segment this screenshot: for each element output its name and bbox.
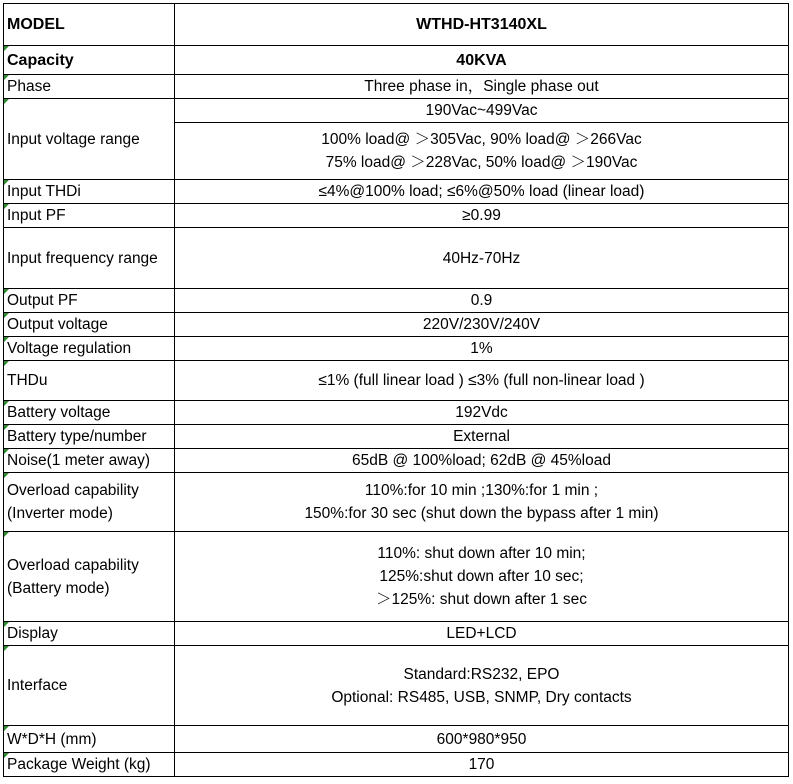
spec-label: [4, 726, 175, 753]
spec-row: [4, 473, 789, 532]
spec-label-text: Phase: [7, 78, 51, 95]
spec-row: [4, 204, 789, 228]
spec-value-line: ≥0.99: [462, 207, 501, 224]
spec-row: [4, 726, 789, 753]
spec-value: [175, 228, 789, 289]
spec-label-text: Capacity: [7, 51, 74, 69]
cell-marker-icon: [4, 726, 9, 731]
cell-marker-icon: [4, 289, 9, 294]
spec-label: [4, 337, 175, 361]
cell-marker-icon: [4, 425, 9, 430]
spec-value: [175, 99, 789, 123]
spec-value: [175, 337, 789, 361]
spec-row: [4, 361, 789, 401]
spec-label: [4, 75, 175, 99]
spec-label: [4, 289, 175, 313]
cell-marker-icon: [4, 75, 9, 80]
spec-value-line: ≤1% (full linear load ) ≤3% (full non-linear load ): [318, 372, 645, 389]
spec-value-line: 40Hz-70Hz: [442, 249, 521, 267]
spec-row: [4, 532, 789, 622]
spec-value-line: LED+LCD: [446, 625, 517, 642]
cell-marker-icon: [4, 46, 9, 51]
spec-row: [4, 622, 789, 646]
spec-value: [175, 425, 789, 449]
spec-value-line: 192Vdc: [455, 404, 508, 421]
spec-value: [175, 361, 789, 401]
spec-label: [4, 449, 175, 473]
spec-label: [4, 180, 175, 204]
spec-row: [4, 75, 789, 99]
spec-label: [4, 532, 175, 622]
spec-value: [175, 204, 789, 228]
spec-label-text: Input PF: [7, 207, 66, 224]
spec-row: [4, 425, 789, 449]
cell-marker-icon: [4, 532, 9, 537]
spec-value: [175, 646, 789, 726]
spec-value: [175, 123, 789, 180]
cell-marker-icon: [4, 449, 9, 454]
spec-label: [4, 361, 175, 401]
spec-label: [4, 228, 175, 289]
cell-marker-icon: [4, 473, 9, 478]
spec-value-line: 600*980*950: [436, 730, 527, 748]
spec-label-text: Input frequency range: [7, 249, 158, 267]
spec-label-text: Overload capability (Battery mode): [7, 556, 139, 597]
spec-row: [4, 449, 789, 473]
spec-label-text: Output voltage: [7, 316, 108, 333]
spec-value-line: 150%:for 30 sec (shut down the bypass after 1 min): [304, 505, 659, 522]
spec-value-line: 40KVA: [456, 51, 507, 69]
spec-value-line: 0.9: [470, 292, 493, 309]
cell-marker-icon: [4, 401, 9, 406]
spec-value: [175, 289, 789, 313]
spec-row: [4, 753, 789, 777]
spec-row: [4, 180, 789, 204]
spec-row: [4, 646, 789, 726]
spec-label: [4, 646, 175, 726]
spec-value-line: ＞125%: shut down after 1 sec: [375, 591, 588, 608]
spec-value-line: 100% load@ ＞305Vac, 90% load@ ＞266Vac: [321, 131, 642, 148]
cell-marker-icon: [4, 99, 9, 104]
spec-label-text: Input THDi: [7, 183, 81, 200]
spec-label-text: MODEL: [7, 16, 65, 33]
spec-label: [4, 99, 175, 180]
spec-value-line: External: [453, 428, 510, 445]
spec-value-line: ≤4%@100% load; ≤6%@50% load (linear load): [318, 183, 645, 200]
spec-label: [4, 622, 175, 646]
spec-value: [175, 622, 789, 646]
spec-label-text: Voltage regulation: [7, 340, 132, 357]
spec-label: [4, 4, 175, 46]
spec-value: [175, 449, 789, 473]
cell-marker-icon: [4, 753, 9, 758]
spec-value-line: WTHD-HT3140XL: [416, 16, 547, 33]
spec-label-text: THDu: [7, 372, 48, 389]
spec-value-line: Three phase in，Single phase out: [364, 78, 599, 95]
spec-label: [4, 46, 175, 75]
spec-value: [175, 473, 789, 532]
spec-label: [4, 425, 175, 449]
spec-value-line: 75% load@ ＞228Vac, 50% load@ ＞190Vac: [325, 154, 638, 171]
spec-label-text: Display: [7, 625, 58, 642]
spec-row: [4, 289, 789, 313]
spec-value-line: 125%:shut down after 10 sec;: [379, 568, 584, 585]
spec-value-line: 110%:for 10 min ;130%:for 1 min ;: [364, 482, 599, 499]
spec-label-text: Package Weight (kg): [7, 756, 151, 773]
cell-marker-icon: [4, 361, 9, 366]
cell-marker-icon: [4, 204, 9, 209]
cell-marker-icon: [4, 313, 9, 318]
spec-table-body: [4, 4, 789, 777]
spec-label-text: Input voltage range: [7, 130, 140, 148]
spec-label: [4, 313, 175, 337]
spec-label: [4, 753, 175, 777]
spec-value: [175, 313, 789, 337]
spec-table: [3, 3, 789, 777]
spec-value: [175, 532, 789, 622]
spec-label-text: Interface: [7, 677, 68, 694]
cell-marker-icon: [4, 646, 9, 651]
spec-row: [4, 46, 789, 75]
spec-row: [4, 99, 789, 123]
spec-label: [4, 204, 175, 228]
spec-label-text: Overload capability (Inverter mode): [7, 482, 139, 522]
spec-label-text: Noise(1 meter away): [7, 452, 150, 469]
spec-value-line: 190Vac~499Vac: [425, 102, 538, 119]
spec-value: [175, 180, 789, 204]
spec-value-line: Standard:RS232, EPO: [403, 665, 560, 683]
spec-row: [4, 337, 789, 361]
spec-label-text: Battery type/number: [7, 428, 147, 445]
spec-row: [4, 4, 789, 46]
spec-row: [4, 401, 789, 425]
spec-value: [175, 401, 789, 425]
spec-value: [175, 726, 789, 753]
spec-label-text: Output PF: [7, 292, 78, 309]
spec-value-line: 1%: [470, 340, 493, 357]
spec-value-line: 170: [468, 756, 495, 773]
spec-label-text: Battery voltage: [7, 404, 111, 421]
spec-value: [175, 46, 789, 75]
spec-value-line: 110%: shut down after 10 min;: [377, 545, 586, 562]
spec-value: [175, 753, 789, 777]
spec-value-line: 65dB @ 100%load; 62dB @ 45%load: [352, 452, 611, 469]
spec-value: [175, 4, 789, 46]
spec-row: [4, 313, 789, 337]
cell-marker-icon: [4, 622, 9, 627]
spec-value-line: Optional: RS485, USB, SNMP, Dry contacts: [331, 688, 632, 706]
spec-row: [4, 228, 789, 289]
spec-label: [4, 473, 175, 532]
spec-label-text: W*D*H (mm): [7, 730, 97, 748]
spec-value: [175, 75, 789, 99]
spec-value-line: 220V/230V/240V: [422, 316, 541, 333]
cell-marker-icon: [4, 337, 9, 342]
cell-marker-icon: [4, 180, 9, 185]
spec-label: [4, 401, 175, 425]
